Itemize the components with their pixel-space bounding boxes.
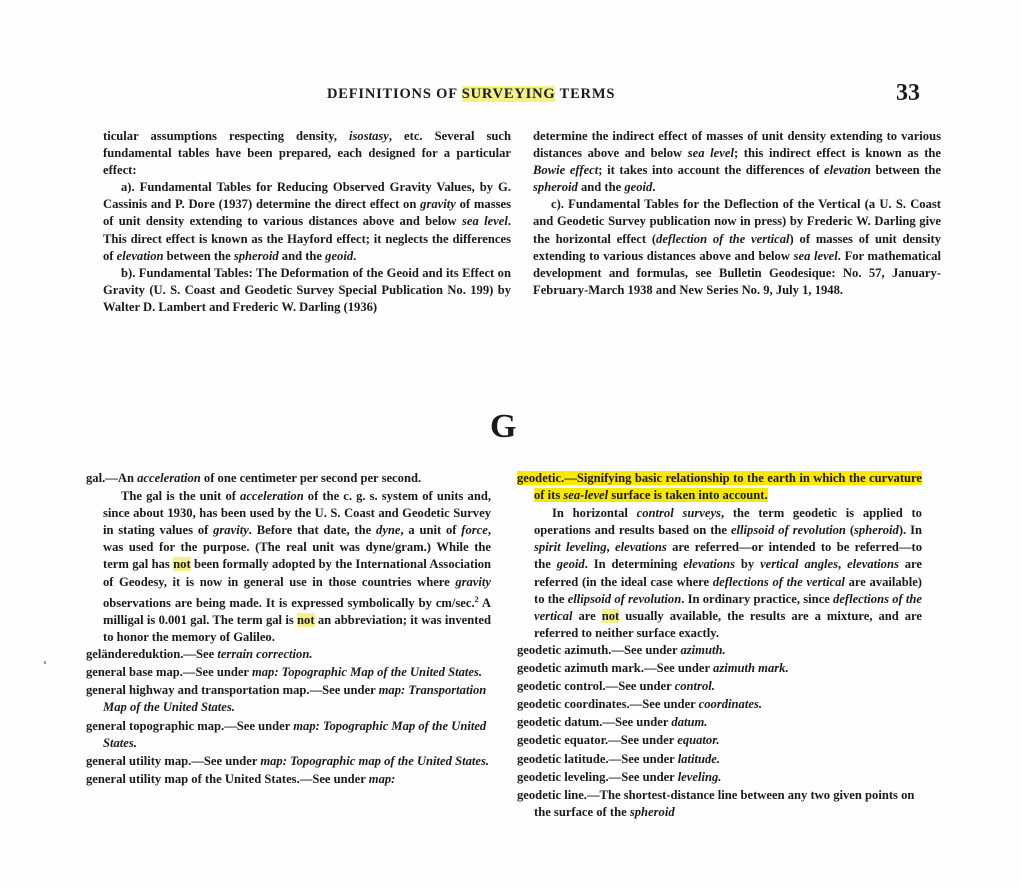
paragraph: The gal is the unit of acceleration of the c. g. s. system of units and, since about 1930, has been used by the U. S. Coast and Geodetic Survey in stating values of gravity. Before that date, the dyne, a unit of force, was used for the purpose. (The real unit was dyne/gram.) While the term gal has not been formally adopted by the International Association of Geodesy, it is now in general use in those countries where gravity observations are being made. It is expressed symbolically by cm/sec.$^2$ A milligal is 0.001 gal. The term gal is not an abbreviation; it was invented to honor the memory of Galileo.: [103, 489, 492, 645]
glossary-entry: [86, 664, 491, 681]
entry-term: general highway and transportation map.: [86, 683, 310, 698]
glossary-entry: [86, 771, 491, 788]
entry-see: —See under: [608, 751, 678, 766]
entry-reference[interactable]: latitude.: [677, 751, 721, 766]
entry-see: —See under: [608, 733, 678, 748]
paragraph: ticular assumptions respecting density, isostasy, etc. Several such fundamental tables have been prepared, each designed for a particular effect:: [103, 129, 511, 178]
glossary-entry: [517, 714, 922, 731]
bottom-right-column: [517, 470, 922, 822]
entry-see: —See under: [611, 642, 681, 657]
entry-geodetic: [517, 470, 922, 504]
entry-term: geländereduktion.: [86, 647, 184, 662]
entry-reference[interactable]: azimuth mark.: [713, 661, 789, 676]
paragraph: a). Fundamental Tables for Reducing Observed Gravity Values, by G. Cassinis and P. Dore (1937) determine the direct effect on gravity of masses of unit density extending to various distances above and below sea level. This direct effect is known as the Hayford effect; it neglects the differences of elevation between the spheroid and the geoid.: [103, 180, 511, 263]
user-highlight: geodetic.—Signifying basic relationship to the earth in which the curvature of its sea-level surface is taken into account.: [517, 471, 922, 503]
entry-see: —See under: [602, 715, 672, 730]
entry-see: —See under: [629, 697, 699, 712]
search-highlight: not: [601, 608, 620, 623]
glossary-entry: [517, 678, 922, 695]
entry-see: —See under: [191, 753, 261, 768]
entry-gal: gal.—An acceleration of one centimeter per second per second.: [86, 471, 422, 485]
running-head-text: DEFINITIONS OF: [327, 86, 462, 102]
bottom-left-column: [86, 470, 491, 789]
section-letter: G: [490, 408, 517, 445]
glossary-entry: [517, 751, 922, 768]
entry-term: general utility map.: [86, 753, 192, 768]
entry-see: —See under: [643, 661, 714, 676]
page-number: 33: [896, 80, 920, 106]
entry-reference[interactable]: leveling.: [677, 769, 722, 784]
glossary-entry: [517, 642, 922, 659]
entry-see: —See under: [299, 771, 369, 786]
entry-see: —See under: [309, 683, 379, 698]
entry-reference[interactable]: map: Transportation Map of the United States.: [103, 683, 487, 715]
entry-reference[interactable]: map: Topographic Map of the United States.: [103, 718, 487, 750]
entry-reference[interactable]: map: Topographic Map of the United States.: [251, 665, 483, 680]
entry-term: geodetic azimuth.: [517, 642, 612, 657]
glossary-entry: [517, 660, 922, 677]
entry-term: geodetic control.: [517, 679, 606, 694]
entry-term: general utility map of the United States.: [86, 771, 300, 786]
glossary-entry: [86, 646, 491, 663]
paragraph: In horizontal control surveys, the term geodetic is applied to operations and results based on the ellipsoid of revolution (spheroid). In spirit leveling, elevations are referred—or intended to be referred—to the geoid. In determining elevations by vertical angles, elevations are referred (in the ideal case where deflections of the vertical are available) to the ellipsoid of revolution. In ordinary practice, since deflections of the vertical are not usually available, the results are a mixture, and are referred to neither surface exactly.: [534, 506, 923, 640]
entry-reference[interactable]: spheroid: [629, 804, 675, 819]
entry-reference[interactable]: terrain correction.: [217, 647, 313, 662]
running-head: [327, 86, 615, 103]
entry-reference[interactable]: coordinates.: [698, 697, 762, 712]
entry-term: geodetic line.: [517, 787, 587, 802]
glossary-entry: [86, 753, 491, 770]
entry-see: —See under: [608, 769, 678, 784]
entry-term: geodetic equator.: [517, 733, 609, 748]
entry-reference[interactable]: control.: [674, 679, 715, 694]
paragraph: b). Fundamental Tables: The Deformation of the Geoid and its Effect on Gravity (U. S. Coast and Geodetic Survey Special Publication No. 199) by Walter D. Lambert and Frederic W. Darling (1936): [103, 265, 511, 314]
entry-see: —See under: [224, 718, 294, 733]
entry-see: —See: [183, 647, 218, 662]
entry-term: geodetic coordinates.: [517, 697, 630, 712]
entry-see: —See under: [605, 679, 675, 694]
paragraph: c). Fundamental Tables for the Deflection of the Vertical (a U. S. Coast and Geodetic Survey publication now in press) by Frederic W. Darling give the horizontal effect (deflection of the vertical) of masses of unit density extending to various distances above and below sea level. For mathematical development and formulas, see Bulletin Geodesique: No. 57, January-February-March 1938 and New Series No. 9, July 1, 1948.: [533, 197, 941, 297]
entry-reference[interactable]: equator.: [677, 733, 720, 748]
running-head-text: TERMS: [555, 86, 616, 102]
entry-term: geodetic azimuth mark.: [517, 661, 644, 676]
glossary-entry: [517, 787, 922, 821]
entry-term: geodetic leveling.: [517, 769, 609, 784]
entry-term: general base map.: [86, 665, 183, 680]
entry-reference[interactable]: map: Topographic map of the United States.: [260, 753, 490, 768]
glossary-entry: [517, 732, 922, 749]
entry-term: geodetic datum.: [517, 715, 603, 730]
glossary-entry: [517, 696, 922, 713]
entry-term: geodetic latitude.: [517, 751, 609, 766]
top-left-column: [103, 128, 511, 316]
entry-reference[interactable]: map:: [368, 771, 396, 786]
glossary-entry: [86, 718, 491, 752]
top-right-column: [533, 128, 941, 299]
scan-speck: [44, 661, 46, 664]
entry-term: general topographic map.: [86, 718, 225, 733]
search-highlight: not: [297, 612, 315, 627]
entry-see: —The shortest-distance line between any two given points on the surface of the: [534, 787, 915, 819]
search-highlight: SURVEYING: [461, 86, 556, 102]
paragraph: determine the indirect effect of masses of unit density extending to various distances above and below sea level; this indirect effect is known as the Bowie effect; it takes into account the differences of elevation between the spheroid and the geoid.: [533, 129, 942, 195]
entry-reference[interactable]: datum.: [671, 715, 708, 730]
entry-see: —See under: [182, 665, 252, 680]
glossary-entry: [86, 682, 491, 716]
search-highlight: not: [173, 557, 191, 572]
entry-reference[interactable]: azimuth.: [680, 642, 726, 657]
glossary-entry: [517, 769, 922, 786]
